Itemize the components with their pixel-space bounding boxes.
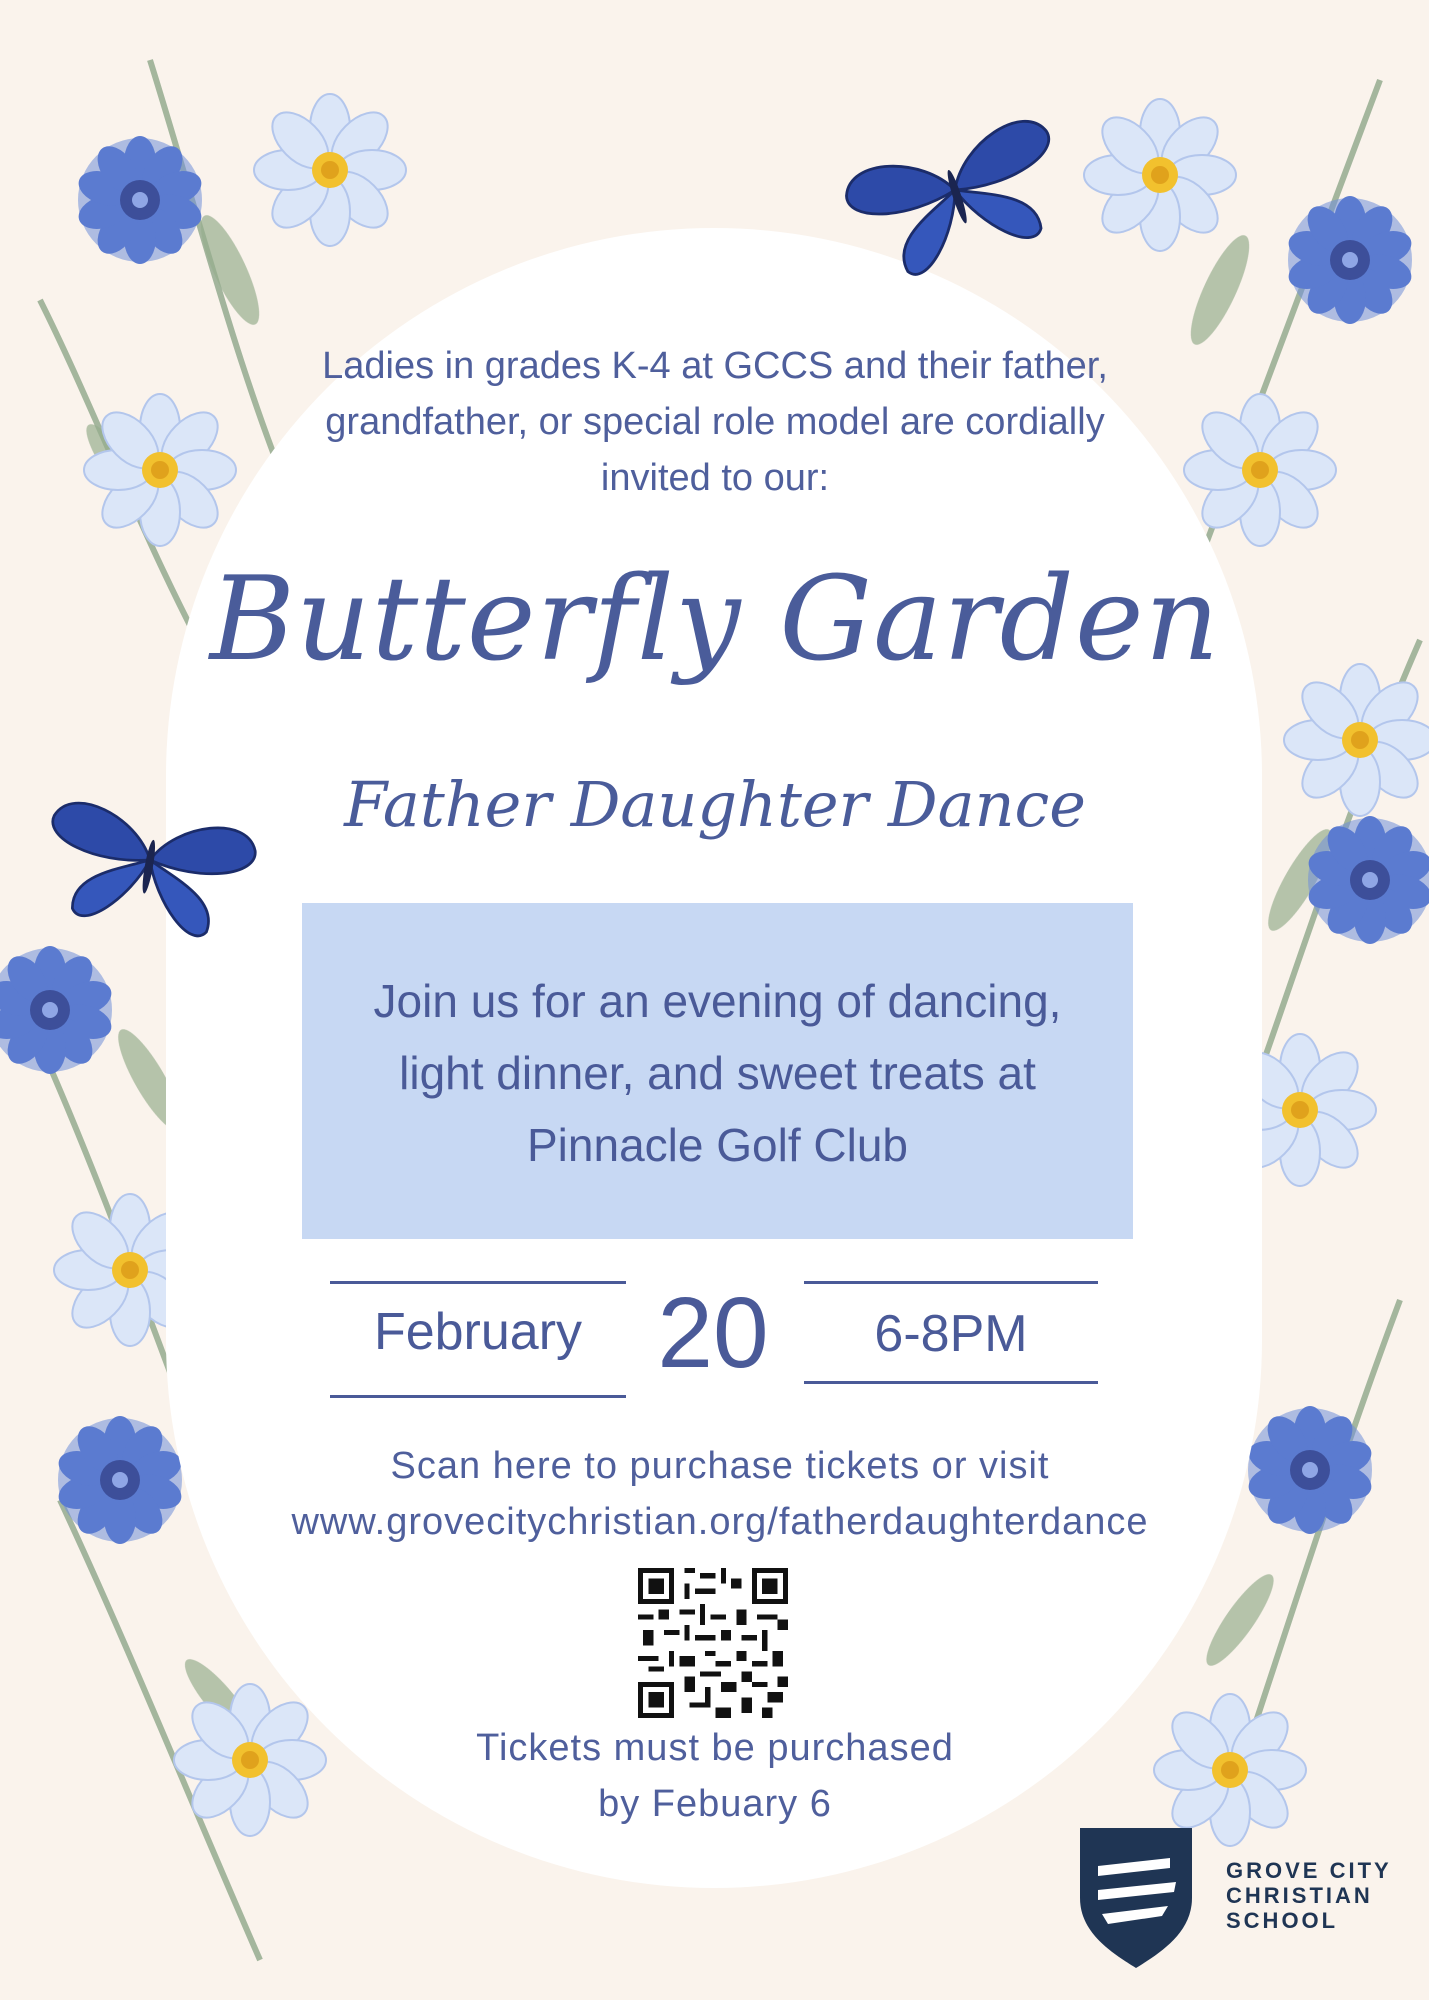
ticket-instructions: [180, 1438, 1260, 1550]
divider: [804, 1281, 1098, 1284]
intro-line: grandfather, or special role model are cordially: [325, 401, 1105, 443]
intro-line: Ladies in grades K-4 at GCCS and their father,: [322, 345, 1108, 387]
details-line: Join us for an evening of dancing,: [373, 975, 1062, 1027]
divider: [330, 1281, 626, 1284]
school-name-line: GROVE CITY: [1226, 1858, 1392, 1883]
school-shield-icon: [1080, 1828, 1192, 1968]
invitation-intro: [250, 338, 1180, 506]
school-name-line: CHRISTIAN: [1226, 1883, 1373, 1908]
ticket-deadline: [330, 1720, 1100, 1832]
school-logo-text: [1226, 1858, 1416, 1933]
qr-code-icon[interactable]: [638, 1568, 788, 1718]
event-subtitle: Father Daughter Dance: [344, 768, 1086, 841]
deadline-line: by Febuary 6: [598, 1783, 832, 1825]
deadline-line: Tickets must be purchased: [476, 1727, 954, 1769]
butterfly-icon: [840, 114, 1076, 288]
event-day: 20: [657, 1277, 769, 1389]
divider: [804, 1381, 1098, 1384]
intro-line: invited to our:: [600, 457, 830, 499]
details-panel: [302, 903, 1133, 1239]
details-line: light dinner, and sweet treats at: [399, 1047, 1036, 1099]
scan-text: Scan here to purchase tickets or visit: [390, 1445, 1050, 1487]
details-line: Pinnacle Golf Club: [527, 1119, 908, 1171]
ticket-url[interactable]: www.grovecitychristian.org/fatherdaughterdance: [291, 1501, 1149, 1543]
event-title: Butterfly Garden: [209, 552, 1221, 687]
event-time: 6-8PM: [874, 1305, 1028, 1363]
school-name-line: SCHOOL: [1226, 1908, 1339, 1933]
divider: [330, 1395, 626, 1398]
event-month: February: [373, 1303, 583, 1361]
